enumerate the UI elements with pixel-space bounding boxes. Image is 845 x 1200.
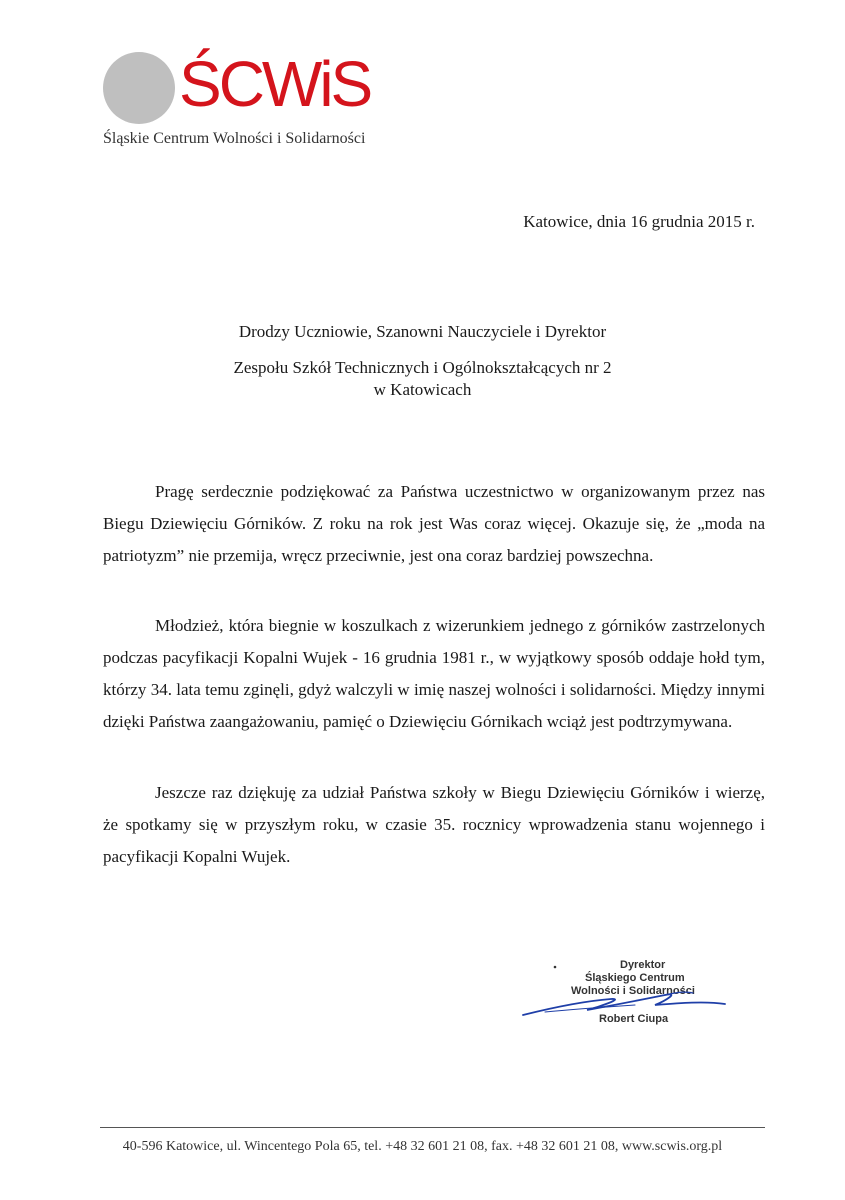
- organization-logo: [103, 48, 403, 152]
- letter-paragraph-2: Młodzież, która biegnie w koszulkach z wizerunkiem jednego z górników zastrzelonych podczas pacyfikacji Kopalni Wujek - 16 grudnia 1981 r., w wyjątkowy sposób oddaje hołd tym, którzy 34. lata temu zginęli, gdyż walczyli w imię naszej wolności i solidarności. Między innymi dzięki Państwa zaangażowaniu, pamięć o Dziewięciu Górnikach wciąż jest podtrzymywana.: [103, 616, 765, 731]
- letter-date: Katowice, dnia 16 grudnia 2015 r.: [523, 212, 755, 231]
- logo-circle-mark: [103, 52, 175, 124]
- signature-stamp: [515, 955, 745, 1035]
- stamp-title: Dyrektor: [620, 959, 666, 971]
- handwritten-signature: [515, 955, 745, 1035]
- addressee-line-2: Zespołu Szkół Technicznych i Ogólnokształcących nr 2: [233, 358, 612, 377]
- footer-divider: [100, 1127, 765, 1128]
- letter-paragraph-1: Pragę serdecznie podziękować za Państwa uczestnictwo w organizowanym przez nas Biegu Dziewięciu Górników. Z roku na rok jest Was coraz więcej. Okazuje się, że „moda na patriotyzm” nie przemija, wręcz przeciwnie, jest ona coraz bardziej powszechna.: [103, 482, 765, 565]
- footer-contact: 40-596 Katowice, ul. Wincentego Pola 65, tel. +48 32 601 21 08, fax. +48 32 601 21 08, www.scwis.org.pl: [122, 1139, 723, 1154]
- letter-paragraph-3: Jeszcze raz dziękuję za udział Państwa szkoły w Biegu Dziewięciu Górników i wierzę, że spotkamy się w przyszłym roku, w czasie 35. rocznicy wprowadzenia stanu wojennego i pacyfikacji Kopalni Wujek.: [103, 783, 765, 866]
- addressee-line-3: w Katowicach: [373, 380, 472, 399]
- stamp-org-line-1: Śląskiego Centrum: [585, 972, 685, 984]
- logo-wordmark: ŚCWiS: [179, 48, 371, 120]
- organization-name: Śląskie Centrum Wolności i Solidarności: [103, 130, 366, 147]
- stamp-org-line-2: Wolności i Solidarności: [571, 985, 695, 997]
- addressee-line-1: Drodzy Uczniowie, Szanowni Nauczyciele i Dyrektor: [238, 322, 607, 341]
- stamp-name: Robert Ciupa: [599, 1013, 669, 1025]
